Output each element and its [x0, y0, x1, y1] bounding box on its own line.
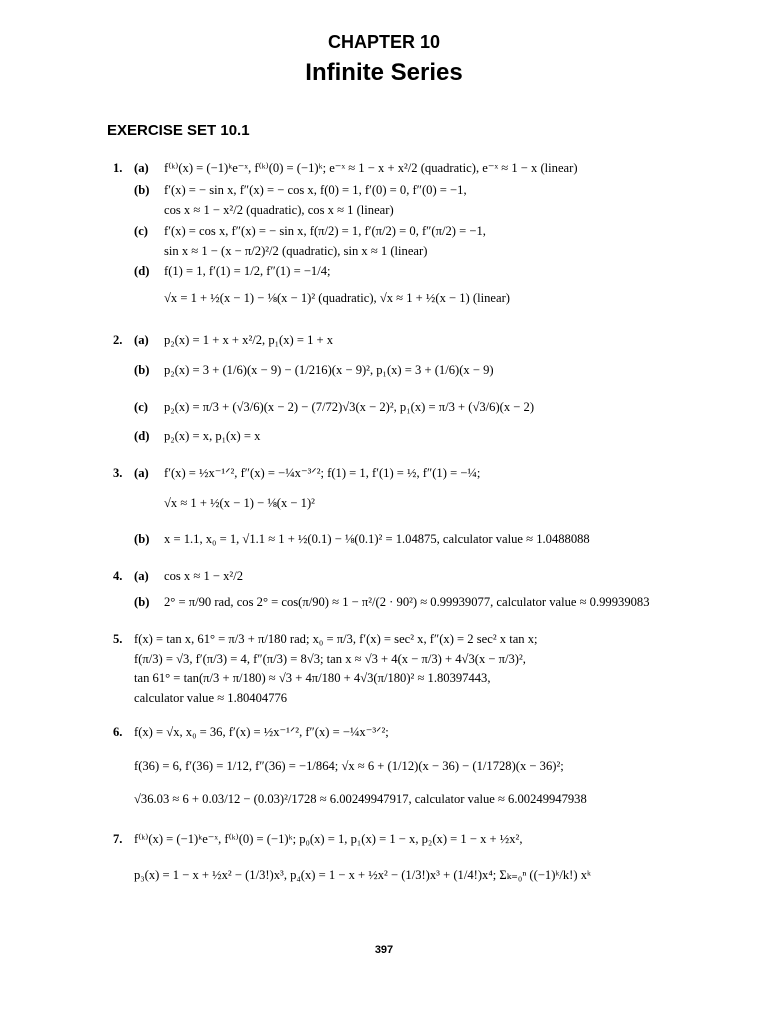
- part-label-b: (b): [134, 595, 150, 609]
- exercise-6-line-3: √36.03 ≈ 6 + 0.03/12 − (0.03)²/1728 ≈ 6.00249947917, calculator value ≈ 6.00249947938: [134, 792, 587, 806]
- part-label-b: (b): [134, 183, 150, 197]
- exercise-1a-line-1: f⁽ᵏ⁾(x) = (−1)ᵏe⁻ˣ, f⁽ᵏ⁾(0) = (−1)ᵏ; e⁻ˣ ≈ 1 − x + x²/2 (quadratic), e⁻ˣ ≈ 1 − x (linear): [164, 161, 578, 175]
- exercise-5-line-4: calculator value ≈ 1.80404776: [134, 691, 288, 705]
- exercise-number: 5.: [113, 632, 123, 646]
- exercise-number: 7.: [113, 832, 123, 846]
- exercise-number: 2.: [113, 333, 123, 347]
- part-label-a: (a): [134, 161, 149, 175]
- exercise-4a-line-1: cos x ≈ 1 − x²/2: [164, 569, 244, 583]
- exercise-5-line-2: f(π/3) = √3, f′(π/3) = 4, f″(π/3) = 8√3; tan x ≈ √3 + 4(x − π/3) + 4√3(x − π/3)²,: [134, 652, 526, 666]
- exercise-1b-line-2: cos x ≈ 1 − x²/2 (quadratic), cos x ≈ 1 (linear): [164, 203, 394, 217]
- exercise-4b-line-1: 2° = π/90 rad, cos 2° = cos(π/90) ≈ 1 − π²/(2 · 90²) ≈ 0.99939077, calculator value ≈ 0.99939083: [164, 595, 650, 609]
- part-label-b: (b): [134, 532, 150, 546]
- part-label-a: (a): [134, 466, 149, 480]
- part-label-d: (d): [134, 429, 150, 443]
- exercise-5-line-3: tan 61° = tan(π/3 + π/180) ≈ √3 + 4π/180 + 4√3(π/180)² ≈ 1.80397443,: [134, 671, 491, 685]
- part-label-c: (c): [134, 400, 148, 414]
- exercise-1c-line-1: f′(x) = cos x, f″(x) = − sin x, f(π/2) = 1, f′(π/2) = 0, f″(π/2) = −1,: [164, 224, 486, 238]
- exercise-1d-line-1: f(1) = 1, f′(1) = 1/2, f″(1) = −1/4;: [164, 264, 331, 278]
- chapter-label: CHAPTER 10: [327, 32, 441, 52]
- exercise-set-heading: EXERCISE SET 10.1: [107, 122, 250, 139]
- exercise-number: 3.: [113, 466, 123, 480]
- exercise-3a-line-1: f′(x) = ½x⁻¹ᐟ², f″(x) = −¼x⁻³ᐟ²; f(1) = 1, f′(1) = ½, f″(1) = −¼;: [164, 466, 481, 480]
- exercise-number: 1.: [113, 161, 123, 175]
- part-label-a: (a): [134, 333, 149, 347]
- exercise-3b-line-1: x = 1.1, x₀ = 1, √1.1 ≈ 1 + ½(0.1) − ⅛(0.1)² = 1.04875, calculator value ≈ 1.0488088: [164, 532, 590, 546]
- part-label-d: (d): [134, 264, 150, 278]
- exercise-3a-line-2: √x ≈ 1 + ½(x − 1) − ⅛(x − 1)²: [164, 496, 315, 510]
- exercise-6-line-2: f(36) = 6, f′(36) = 1/12, f″(36) = −1/864; √x ≈ 6 + (1/12)(x − 36) − (1/1728)(x − 36)²;: [134, 759, 564, 773]
- exercise-1c-line-2: sin x ≈ 1 − (x − π/2)²/2 (quadratic), sin x ≈ 1 (linear): [164, 244, 428, 258]
- exercise-2b-line-1: p₂(x) = 3 + (1/6)(x − 9) − (1/216)(x − 9)², p₁(x) = 3 + (1/6)(x − 9): [164, 363, 494, 377]
- exercise-1d-line-2: √x = 1 + ½(x − 1) − ⅛(x − 1)² (quadratic), √x ≈ 1 + ½(x − 1) (linear): [164, 291, 510, 305]
- exercise-6-line-1: f(x) = √x, x₀ = 36, f′(x) = ½x⁻¹ᐟ², f″(x) = −¼x⁻³ᐟ²;: [134, 725, 389, 739]
- exercise-number: 6.: [113, 725, 123, 739]
- exercise-number: 4.: [113, 569, 123, 583]
- exercise-1b-line-1: f′(x) = − sin x, f″(x) = − cos x, f(0) = 1, f′(0) = 0, f″(0) = −1,: [164, 183, 467, 197]
- exercise-2c-line-1: p₂(x) = π/3 + (√3/6)(x − 2) − (7/72)√3(x − 2)², p₁(x) = π/3 + (√3/6)(x − 2): [164, 400, 535, 414]
- exercise-7-line-1: f⁽ᵏ⁾(x) = (−1)ᵏe⁻ˣ, f⁽ᵏ⁾(0) = (−1)ᵏ; p₀(x) = 1, p₁(x) = 1 − x, p₂(x) = 1 − x + ½x²,: [134, 832, 523, 846]
- part-label-a: (a): [134, 569, 149, 583]
- part-label-c: (c): [134, 224, 148, 238]
- part-label-b: (b): [134, 363, 150, 377]
- exercise-2a-line-1: p₂(x) = 1 + x + x²/2, p₁(x) = 1 + x: [164, 333, 334, 347]
- page-number: 397: [374, 944, 394, 956]
- chapter-title: Infinite Series: [305, 59, 463, 86]
- exercise-7-line-2: p₃(x) = 1 − x + ½x² − (1/3!)x³, p₄(x) = 1 − x + ½x² − (1/3!)x³ + (1/4!)x⁴; Σₖ₌₀ⁿ ((−1)ᵏ/k!) xᵏ: [134, 868, 591, 882]
- exercise-2d-line-1: p₂(x) = x, p₁(x) = x: [164, 429, 261, 443]
- exercise-5-line-1: f(x) = tan x, 61° = π/3 + π/180 rad; x₀ = π/3, f′(x) = sec² x, f″(x) = 2 sec² x tan x;: [134, 632, 538, 646]
